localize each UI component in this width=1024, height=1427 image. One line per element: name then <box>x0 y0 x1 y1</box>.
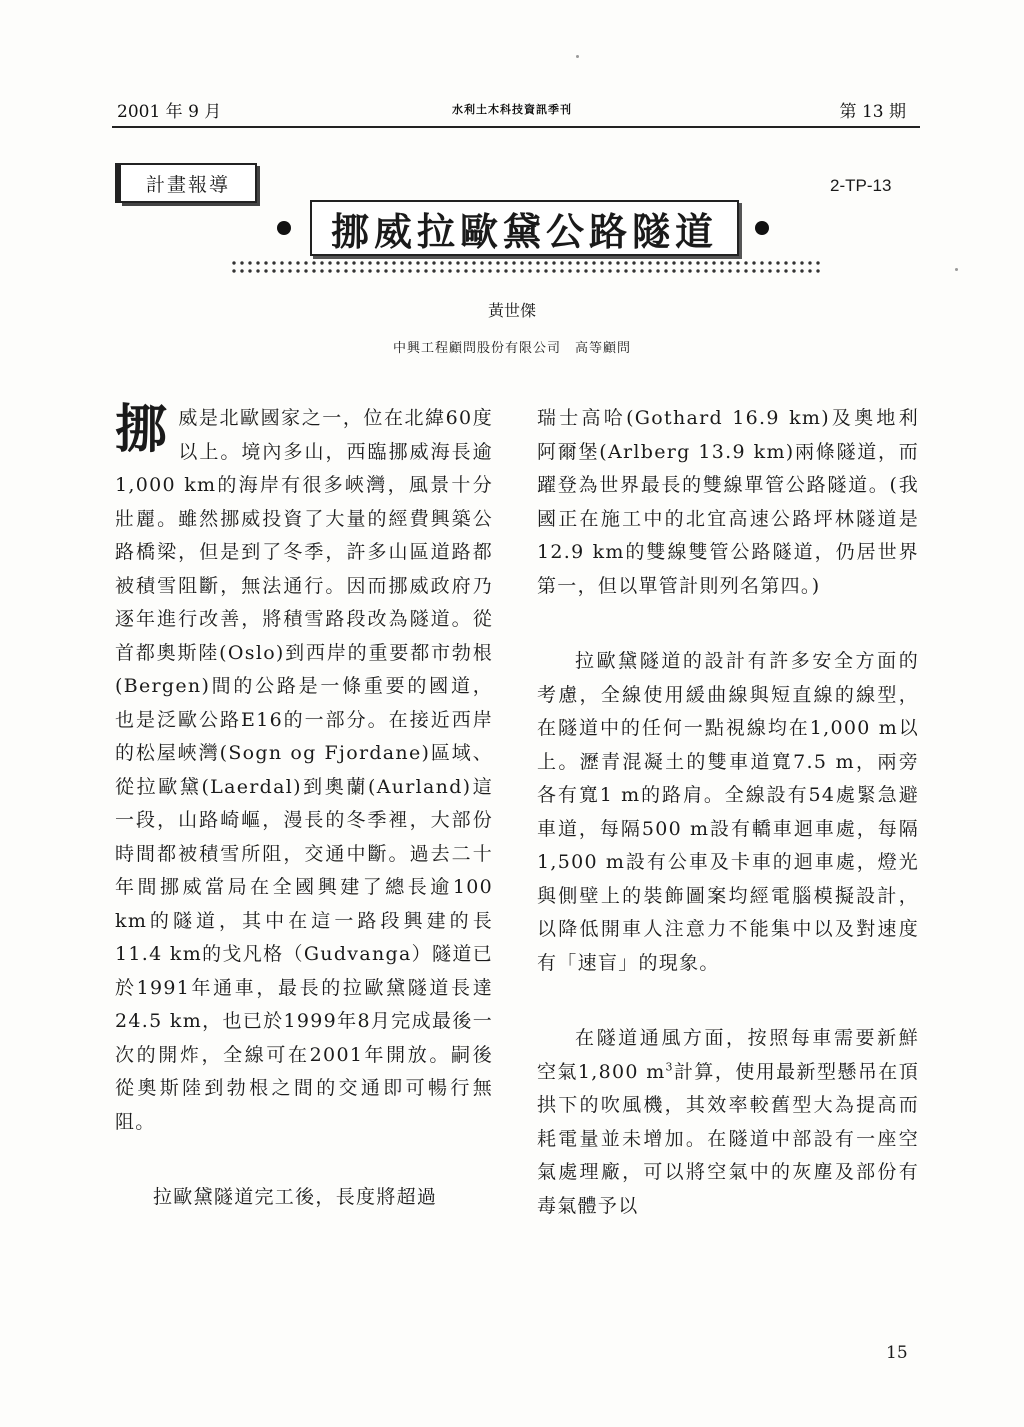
paragraph-text: 威是北歐國家之一，位在北緯60度以上。境內多山，西臨挪威海長逾1,000 km的海岸有很多峽灣，風景十分壯麗。雖然挪威投資了大量的經費興築公路橋梁，但是到了冬季，許多山區道路都被積雪阻斷，無法通行。因而挪威政府乃逐年進行改善，將積雪路段改為隧道。從首都奧斯陸(Oslo)到西岸的重要都市勃根(Bergen)間的公路是一條重要的國道，也是泛歐公路E16的一部分。在接近西岸的松屋峽灣(Sogn og Fjordane)區域、從拉歐黛(Laerdal)到奧蘭(Aurland)這一段，山路崎嶇，漫長的冬季裡，大部份時間都被積雪所阻，交通中斷。過去二十年間挪威當局在全國興建了總長逾100 km的隧道，其中在這一路段興建的長11.4 km的戈凡格（Gudvanga）隧道已於1991年通車，最長的拉歐黛隧道長達24.5 km，也已於1999年8月完成最後一次的開炸，全線可在2001年開放。嗣後從奧斯陸到勃根之間的交通即可暢行無阻。 <box>115 407 493 1133</box>
page-number: 15 <box>886 1343 908 1363</box>
title-banner <box>270 197 780 259</box>
header-rule <box>112 126 920 128</box>
article-title: 挪威拉歐黛公路隧道 <box>310 200 739 256</box>
header-date: 2001 年 9 月 <box>117 102 222 122</box>
title-bullet-right <box>755 221 769 235</box>
title-bullet-left <box>277 221 291 235</box>
paragraph-text: 計算，使用最新型懸吊在頂拱下的吹風機，其效率較舊型大為提高而耗電量並未增加。在隧道中部設有一座空氣處理廠，可以將空氣中的灰塵及部份有毒氣體予以 <box>537 1060 919 1217</box>
document-code: 2-TP-13 <box>830 176 892 195</box>
scan-speck <box>955 268 958 271</box>
paragraph: 拉歐黛隧道的設計有許多安全方面的考慮，全線使用緩曲線與短直線的線型，在隧道中的任何一點視線均在1,000 m以上。瀝青混凝土的雙車道寬7.5 m，兩旁各有寬1 m的路肩。全線設有54處緊急避車道，每隔500 m設有轎車迴車處，每隔1,500 m設有公車及卡車的迴車處，燈光與側壁上的裝飾圖案均經電腦模擬設計，以降低開車人注意力不能集中以及對速度有「速盲」的現象。 <box>537 650 919 974</box>
right-column <box>537 402 919 1223</box>
paragraph <box>537 1022 919 1223</box>
scan-speck <box>576 55 579 58</box>
author-affiliation: 中興工程顧問股份有限公司 高等顧問 <box>392 341 631 356</box>
header-journal: 水利土木科技資訊季刊 <box>452 103 572 116</box>
paragraph: 拉歐黛隧道完工後，長度將超過 <box>153 1186 438 1208</box>
header-issue: 第 13 期 <box>839 102 906 122</box>
dotted-divider <box>230 259 820 277</box>
superscript: 3 <box>665 1060 674 1074</box>
section-label: 計畫報導 <box>119 163 257 203</box>
paragraph <box>115 402 493 1139</box>
drop-cap: 挪 <box>115 400 169 460</box>
paragraph-text: 在隧道通風方面，按照每車需要新鮮空氣1,800 m <box>537 1027 919 1083</box>
left-column <box>115 402 493 1215</box>
paragraph: 瑞士高哈(Gothard 16.9 km)及奧地利阿爾堡(Arlberg 13.9 km)兩條隧道，而躍登為世界最長的雙線單管公路隧道。(我國正在施工中的北宜高速公路坪林隧道是12.9 km的雙線雙管公路隧道，仍居世界第一，但以單管計則列名第四。) <box>537 407 919 597</box>
author-name: 黃世傑 <box>487 301 536 320</box>
